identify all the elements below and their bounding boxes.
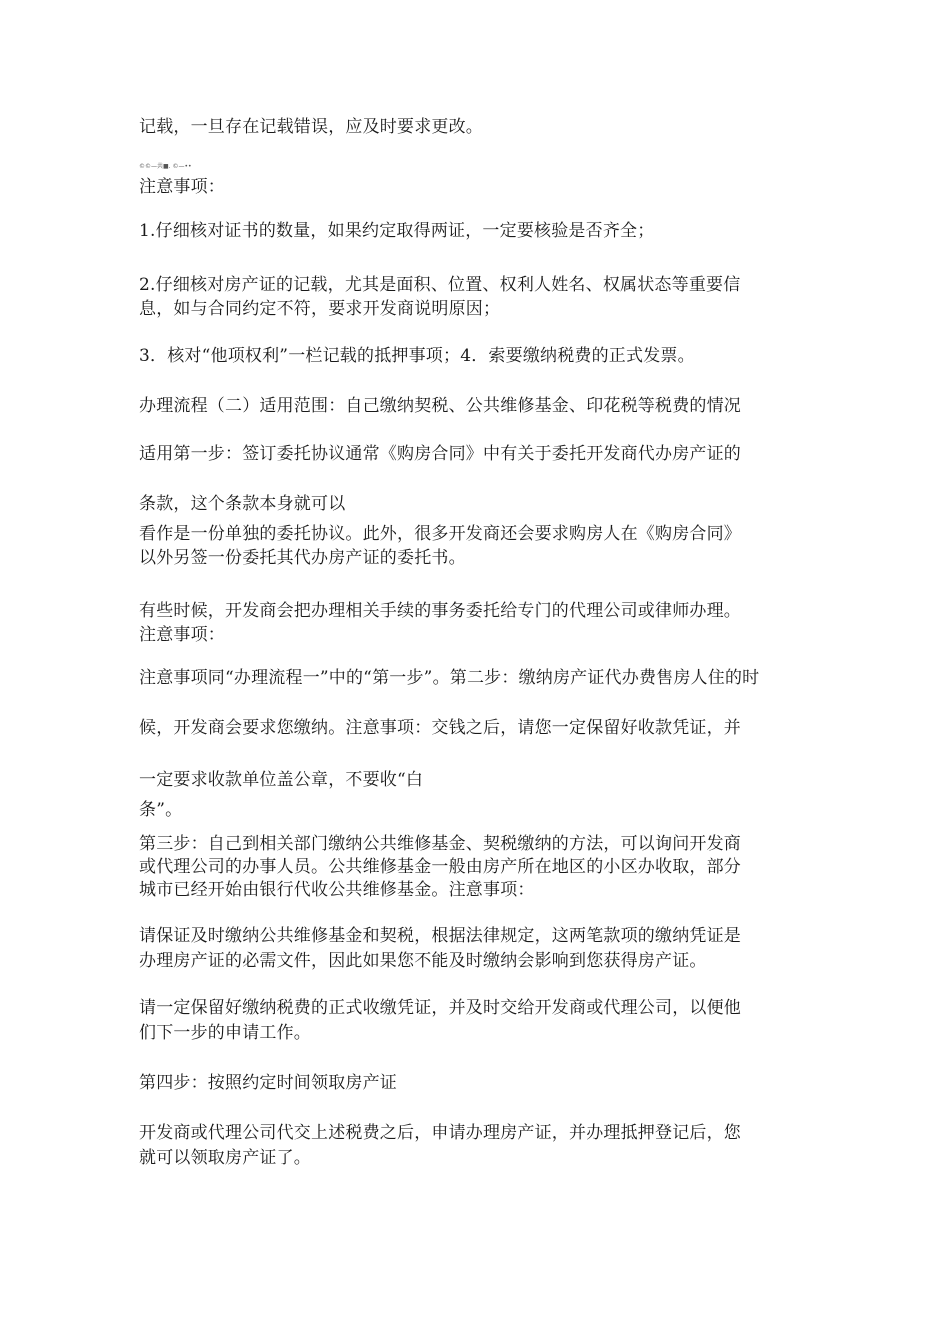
text-line: 就可以领取房产证了。 xyxy=(139,1148,311,1168)
text-line: 适用第一步：签订委托协议通常《购房合同》中有关于委托开发商代办房产证的 xyxy=(139,444,741,464)
text-line: 第四步：按照约定时间领取房产证 xyxy=(139,1073,397,1093)
text-line: 注意事项： xyxy=(139,177,225,197)
text-line: 办理房产证的必需文件，因此如果您不能及时缴纳会影响到您获得房产证。 xyxy=(139,951,707,971)
text-line: 们下一步的申请工作。 xyxy=(139,1023,311,1043)
text-line: 候，开发商会要求您缴纳。注意事项：交钱之后，请您一定保留好收款凭证，并 xyxy=(139,718,741,738)
text-line: 1.仔细核对证书的数量，如果约定取得两证，一定要核验是否齐全； xyxy=(139,221,655,241)
text-line: 城市已经开始由银行代收公共维修基金。注意事项： xyxy=(139,880,535,900)
text-line: 看作是一份单独的委托协议。此外，很多开发商还会要求购房人在《购房合同》 xyxy=(139,524,741,544)
text-line: 或代理公司的办事人员。公共维修基金一般由房产所在地区的小区办收取，部分 xyxy=(139,857,741,877)
scan-artifact: ©©—共■. ©—•• xyxy=(139,163,192,170)
text-line: 请保证及时缴纳公共维修基金和契税，根据法律规定，这两笔款项的缴纳凭证是 xyxy=(139,926,741,946)
text-line: 办理流程（二）适用范围：自己缴纳契税、公共维修基金、印花税等税费的情况 xyxy=(139,396,741,416)
text-line: 3．核对“他项权利”一栏记载的抵押事项；4．索要缴纳税费的正式发票。 xyxy=(139,346,695,366)
text-line: 息，如与合同约定不符，要求开发商说明原因； xyxy=(139,299,501,319)
text-line: 一定要求收款单位盖公章，不要收“白 xyxy=(139,770,424,790)
text-line: 注意事项同“办理流程一”中的“第一步”。第二步：缴纳房产证代办费售房人住的时 xyxy=(139,668,760,688)
text-line: 条款，这个条款本身就可以 xyxy=(139,494,346,514)
text-line: 请一定保留好缴纳税费的正式收缴凭证，并及时交给开发商或代理公司，以便他 xyxy=(139,998,741,1018)
text-line: 第三步：自己到相关部门缴纳公共维修基金、契税缴纳的方法，可以询问开发商 xyxy=(139,834,741,854)
text-line: 注意事项： xyxy=(139,625,225,645)
text-line: 条”。 xyxy=(139,800,183,820)
text-line: 开发商或代理公司代交上述税费之后，申请办理房产证，并办理抵押登记后，您 xyxy=(139,1123,741,1143)
text-line: 记载，一旦存在记载错误，应及时要求更改。 xyxy=(139,117,483,137)
text-line: 2.仔细核对房产证的记载，尤其是面积、位置、权利人姓名、权属状态等重要信 xyxy=(139,275,741,295)
text-line: 以外另签一份委托其代办房产证的委托书。 xyxy=(139,548,466,568)
text-line: 有些时候，开发商会把办理相关手续的事务委托给专门的代理公司或律师办理。 xyxy=(139,601,741,621)
